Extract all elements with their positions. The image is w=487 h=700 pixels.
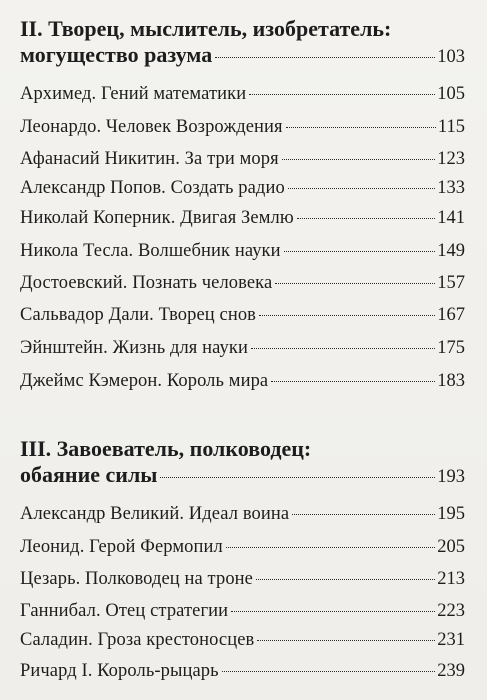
toc-entry xyxy=(20,537,465,558)
toc-entry-title: Леонардо. Человек Возрождения xyxy=(20,117,283,137)
toc-entry xyxy=(20,84,465,105)
toc-entry xyxy=(20,149,465,170)
leader-dots xyxy=(222,671,436,672)
leader-dots xyxy=(282,159,436,160)
toc-entry-page: 157 xyxy=(437,273,465,293)
leader-dots xyxy=(292,514,435,515)
section-heading-2 xyxy=(20,16,465,70)
leader-dots xyxy=(288,188,435,189)
toc-entry xyxy=(20,273,465,294)
leader-dots xyxy=(286,127,436,128)
toc-entry-title: Ганнибал. Отец стратегии xyxy=(20,601,229,621)
leader-dots xyxy=(257,640,435,641)
toc-entry xyxy=(20,208,465,229)
toc-entry-page: 105 xyxy=(437,84,465,104)
toc-entry-page: 183 xyxy=(437,371,465,391)
toc-entry-title: Сальвадор Дали. Творец снов xyxy=(20,305,257,325)
leader-dots xyxy=(215,57,435,58)
leader-dots xyxy=(249,94,435,95)
leader-dots xyxy=(231,611,435,612)
toc-entry-title: Александр Великий. Идеал воина xyxy=(20,504,290,524)
toc-entry-title: Джеймс Кэмерон. Король мира xyxy=(20,371,269,391)
toc-entry xyxy=(20,338,465,359)
toc-entry xyxy=(20,305,465,326)
toc-entry-title: Афанасий Никитин. За три моря xyxy=(20,149,279,169)
toc-entry-title: Достоевский. Познать человека xyxy=(20,273,273,293)
section-page-number: 193 xyxy=(437,467,465,487)
toc-entry-page: 123 xyxy=(437,149,465,169)
leader-dots xyxy=(297,218,435,219)
toc-entry-title: Саладин. Гроза крестоносцев xyxy=(20,630,255,650)
leader-dots xyxy=(256,579,435,580)
toc-entry-title: Ричард I. Король-рыцарь xyxy=(20,661,219,681)
toc-entry-page: 213 xyxy=(437,569,465,589)
toc-entry xyxy=(20,601,465,622)
section-page-number: 103 xyxy=(437,47,465,67)
leader-dots xyxy=(226,547,435,548)
leader-dots xyxy=(271,381,435,382)
toc-entry-title: Никола Тесла. Волшебник науки xyxy=(20,241,281,261)
leader-dots xyxy=(275,283,435,284)
toc-entry-page: 231 xyxy=(437,630,465,650)
toc-entry-title: Цезарь. Полководец на троне xyxy=(20,569,253,589)
toc-entry xyxy=(20,371,465,392)
leader-dots xyxy=(259,315,435,316)
toc-entry xyxy=(20,630,465,651)
leader-dots xyxy=(284,251,436,252)
leader-dots xyxy=(251,348,435,349)
toc-entry-title: Леонид. Герой Фермопил xyxy=(20,537,223,557)
toc-entry xyxy=(20,569,465,590)
leader-dots xyxy=(160,477,435,478)
toc-entry-page: 175 xyxy=(437,338,465,358)
toc-entry xyxy=(20,117,465,138)
toc-entry xyxy=(20,504,465,525)
toc-entry-page: 115 xyxy=(437,117,465,137)
toc-entry-title: Николай Коперник. Двигая Землю xyxy=(20,208,294,228)
toc-entry-title: Эйнштейн. Жизнь для науки xyxy=(20,338,248,358)
section-heading-line1: II. Творец, мыслитель, изобретатель: xyxy=(20,16,392,41)
section-heading-line2: могущество разума xyxy=(20,42,213,67)
toc-entry-page: 167 xyxy=(437,305,465,325)
toc-entry-page: 195 xyxy=(437,504,465,524)
section-heading-3 xyxy=(20,436,465,490)
toc-entry xyxy=(20,241,465,262)
section-heading-line1: III. Завоеватель, полководец: xyxy=(20,436,312,461)
toc-entry-page: 141 xyxy=(437,208,465,228)
section-heading-line2: обаяние силы xyxy=(20,462,158,487)
toc-entry-title: Александр Попов. Создать радио xyxy=(20,178,285,198)
toc-entry-page: 239 xyxy=(437,661,465,681)
toc-entry-title: Архимед. Гений математики xyxy=(20,84,247,104)
toc-entry-page: 223 xyxy=(437,601,465,621)
toc-entry xyxy=(20,178,465,199)
toc-entry-page: 149 xyxy=(437,241,465,261)
toc-entry-page: 205 xyxy=(437,537,465,557)
toc-entry xyxy=(20,661,465,682)
toc-entry-page: 133 xyxy=(437,178,465,198)
